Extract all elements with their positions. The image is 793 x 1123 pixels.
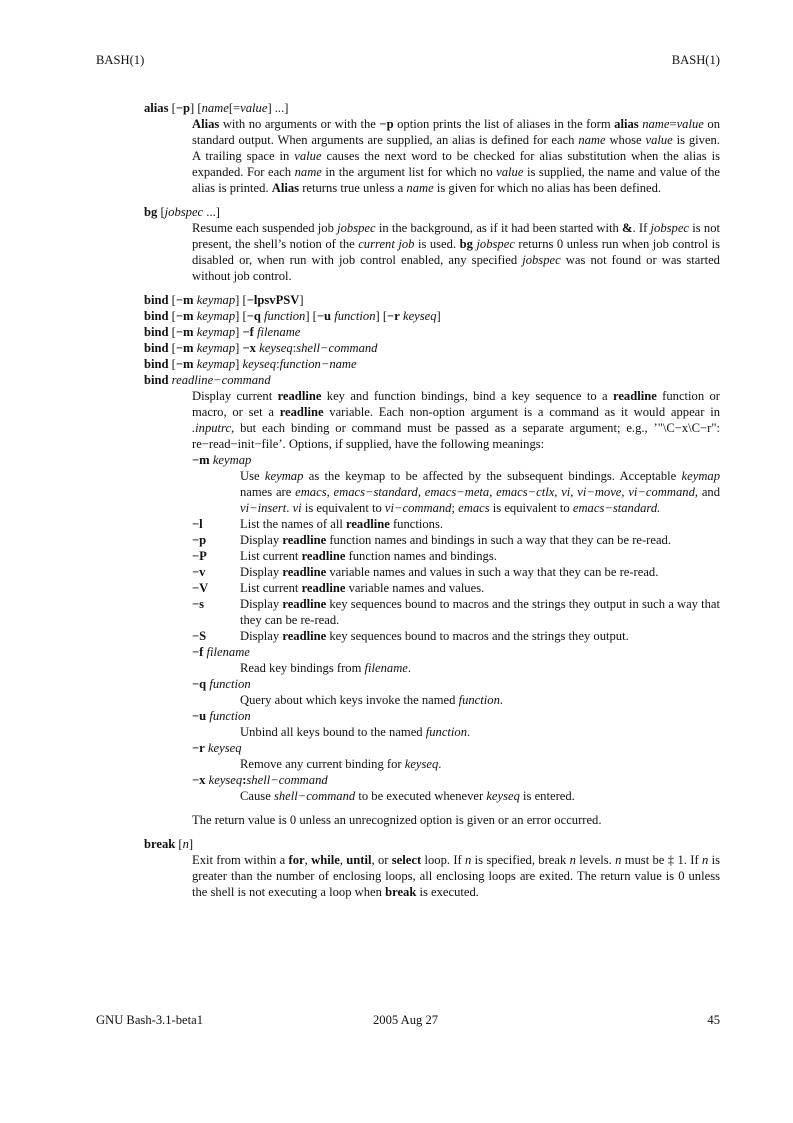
t: jobspec (476, 237, 515, 251)
bind-synopsis-6 (144, 372, 720, 388)
t: −m (175, 309, 194, 323)
t: ] [ (375, 309, 388, 323)
t: returns true unless a (299, 181, 407, 195)
t: . (286, 501, 293, 515)
t: vi (292, 501, 302, 515)
t: List the names of all (240, 517, 346, 531)
t: emacs−standard. (572, 501, 661, 515)
t: −V (192, 581, 209, 595)
t: : (242, 773, 247, 787)
text: ] [ (190, 101, 202, 115)
bind-option-s (192, 596, 720, 628)
t: jobspec (337, 221, 376, 235)
t: List current (240, 549, 302, 563)
t: function (425, 725, 468, 739)
t: −s (192, 597, 205, 611)
t: , (339, 853, 347, 867)
t: keyseq (242, 357, 277, 371)
t: ] (188, 837, 194, 851)
alias-arg: value (240, 101, 268, 115)
t: −lpsvPSV (246, 293, 300, 307)
bind-command: bind (144, 293, 169, 307)
t: Query about which keys invoke the named (240, 693, 459, 707)
t: [ (175, 837, 183, 851)
footer-page-number: 45 (707, 1013, 720, 1027)
bind-option-f (192, 644, 720, 660)
t: name (578, 133, 606, 147)
t: jobspec (650, 221, 690, 235)
t: emacs (458, 501, 490, 515)
t: select (391, 853, 422, 867)
t: vi−insert (240, 501, 287, 515)
t: while (311, 853, 340, 867)
t: keymap (196, 309, 236, 323)
t: −p (379, 117, 394, 131)
t: readline (282, 629, 327, 643)
t: Cause (240, 789, 274, 803)
t: List current (240, 581, 302, 595)
t: emacs, emacs−standard, emacs−meta, emacs−ctlx, vi, vi−move, vi−command (295, 485, 695, 499)
t: . (467, 725, 471, 739)
t: . (438, 757, 442, 771)
t: value (676, 117, 704, 131)
t: filename (364, 661, 408, 675)
t: shell−command (246, 773, 328, 787)
t: Display (240, 597, 283, 611)
t: −f (242, 325, 254, 339)
t: −r (192, 741, 205, 755)
t: −u (316, 309, 332, 323)
bg-command: bg (144, 205, 158, 219)
t: ] (235, 325, 243, 339)
t: keyseq (259, 341, 293, 355)
t: is greater than the number of enclosing loops, all enclosing loops are exited. The return value is 0 unless the shell is not executing a loop when (192, 853, 721, 899)
t: [ (168, 341, 176, 355)
t: is equivalent to (489, 501, 573, 515)
t: readline−command (171, 373, 271, 387)
t: −l (192, 517, 203, 531)
bind-synopsis-5 (144, 356, 720, 372)
alias-description (192, 116, 720, 196)
t: ] (299, 293, 304, 307)
bind-description (192, 388, 720, 452)
t: −q (192, 677, 207, 691)
t: : (276, 357, 280, 371)
t: [ (168, 357, 176, 371)
t: name (642, 117, 670, 131)
t: −x (192, 773, 206, 787)
t: filename (257, 325, 301, 339)
t: readline (282, 533, 327, 547)
bind-option-P (192, 548, 720, 564)
t: [ (168, 309, 176, 323)
t: variable names and values in such a way that they can be re-read. (326, 565, 659, 579)
bind-option-u-desc (240, 724, 720, 740)
t: , (304, 853, 312, 867)
t: is used. (414, 237, 460, 251)
t: key sequences bound to macros and the strings they output in such a way that they can be re-read. (240, 597, 721, 627)
bg-synopsis (144, 204, 720, 220)
t: keyseq (486, 789, 520, 803)
option-desc (240, 516, 720, 532)
t: readline (301, 581, 346, 595)
text: [ (168, 101, 176, 115)
t: n (615, 853, 622, 867)
t: [ (168, 293, 176, 307)
text: ] ...] (267, 101, 289, 115)
bind-option-v (192, 564, 720, 580)
header-left: BASH(1) (96, 53, 145, 67)
t: is specified, break (471, 853, 570, 867)
t: ] [ (305, 309, 317, 323)
bind-return-value: The return value is 0 unless an unrecognized option is given or an error occurred. (192, 813, 602, 827)
bind-command: bind (144, 341, 169, 355)
t: = (669, 117, 677, 131)
t: value (645, 133, 673, 147)
bind-option-S (192, 628, 720, 644)
t: keymap (212, 453, 252, 467)
t: is given for which no alias has been defined. (433, 181, 662, 195)
option-desc (240, 580, 720, 596)
t: alias (614, 117, 639, 131)
t: . (499, 693, 504, 707)
t: −m (175, 293, 194, 307)
t: readline (282, 565, 327, 579)
bind-option-V (192, 580, 720, 596)
t: keymap (196, 293, 236, 307)
t: keyseq (402, 309, 437, 323)
break-arg: n (182, 837, 189, 851)
t: on standard output. When arguments are supplied, an alias is defined for each (192, 117, 720, 147)
t: whose (605, 133, 646, 147)
bind-option-p (192, 532, 720, 548)
t: filename (206, 645, 250, 659)
t: Read key bindings from (240, 661, 365, 675)
alias-arg: name (201, 101, 229, 115)
t: Exit from within a (192, 853, 289, 867)
t: function or macro, or set a (192, 389, 720, 419)
bind-synopsis-3 (144, 324, 720, 340)
t: is not present, the shell’s notion of the (192, 221, 720, 251)
alias-synopsis (144, 100, 720, 116)
t: shell−command (296, 341, 378, 355)
t: −v (192, 565, 206, 579)
t: keymap (196, 357, 236, 371)
t: function (334, 309, 376, 323)
option-desc (240, 564, 720, 580)
t: −P (192, 549, 207, 563)
t: readline (277, 389, 322, 403)
bind-option-u (192, 708, 720, 724)
t: value (496, 165, 524, 179)
t: is given. A trailing space in (192, 133, 720, 163)
t: Remove any current binding for (240, 757, 405, 771)
footer-center: 2005 Aug 27 (373, 1013, 439, 1027)
bind-option-r (192, 740, 720, 756)
t: −p (192, 533, 207, 547)
t: −m (175, 341, 194, 355)
t: to be executed whenever (355, 789, 487, 803)
t: & (622, 221, 633, 235)
t: ] (436, 309, 441, 323)
t: [ (168, 325, 176, 339)
t: Use (240, 469, 265, 483)
t: readline (612, 389, 657, 403)
t: for (288, 853, 305, 867)
t: causes the next word to be checked for alias substitution when the alias is expanded. For each (192, 149, 720, 179)
t: function (264, 309, 306, 323)
t: n (465, 853, 472, 867)
header-right: BASH(1) (671, 53, 720, 67)
t: variable names and values. (345, 581, 485, 595)
option-desc (240, 596, 720, 628)
bind-option-m-desc (240, 468, 720, 516)
t: is executed. (416, 885, 479, 899)
man-page-body (144, 100, 720, 900)
t: Unbind all keys bound to the named (240, 725, 426, 739)
t: function names and bindings in such a way that they can be re-read. (326, 533, 672, 547)
bind-synopsis-1 (144, 292, 720, 308)
t: name (294, 165, 322, 179)
t: ; (451, 501, 459, 515)
t: as the keymap to be affected by the subsequent bindings. Acceptable (303, 469, 682, 483)
bind-option-r-desc (240, 756, 720, 772)
t: keymap (264, 469, 304, 483)
t: levels. (575, 853, 616, 867)
t: function (209, 709, 251, 723)
bind-option-x (192, 772, 720, 788)
t: bg (459, 237, 473, 251)
bind-synopsis-2 (144, 308, 720, 324)
t: function (458, 693, 500, 707)
t: keyseq (404, 757, 439, 771)
t: Alias (271, 181, 300, 195)
t: keymap (196, 325, 236, 339)
t: ...] (203, 205, 220, 219)
t: −u (192, 709, 207, 723)
t: : (292, 341, 297, 355)
option-desc (240, 628, 720, 644)
t: with no arguments or with the (219, 117, 380, 131)
t: [ (157, 205, 165, 219)
bind-option-l (192, 516, 720, 532)
alias-option: −p (175, 101, 191, 115)
t: −r (387, 309, 400, 323)
t: −m (175, 357, 194, 371)
bg-arg: jobspec (164, 205, 204, 219)
t: returns 0 unless run when job control is disabled or, when run with job control enabled, any specified (192, 237, 720, 267)
t: function (209, 677, 251, 691)
option-desc (240, 532, 720, 548)
t: is equivalent to (301, 501, 385, 515)
t: −q (246, 309, 261, 323)
t: jobspec (522, 253, 561, 267)
bind-option-f-desc (240, 660, 720, 676)
break-synopsis (144, 836, 720, 852)
t: ] (235, 341, 243, 355)
bind-synopsis-4 (144, 340, 720, 356)
t: shell−command (273, 789, 356, 803)
bg-description (192, 220, 720, 284)
t: Alias (192, 117, 220, 131)
t: ] [ (235, 293, 247, 307)
bind-option-m (192, 452, 720, 468)
t: names are (240, 485, 296, 499)
t: n (702, 853, 709, 867)
t: in the argument list for which no (321, 165, 497, 179)
t: is entered. (519, 789, 575, 803)
t: function names and bindings. (345, 549, 497, 563)
t: , but each binding or command must be passed as a separate argument; e.g., ’"\C−x\C−r": re−read−init−file’. Options, if supplied, have the following meanings: (192, 421, 720, 451)
t: must be ‡ 1. If (621, 853, 702, 867)
bind-command: bind (144, 309, 169, 323)
t: −S (192, 629, 207, 643)
text: [= (228, 101, 241, 115)
option-desc (240, 548, 720, 564)
t: , or (371, 853, 392, 867)
t: break (385, 885, 417, 899)
t: vi−command (384, 501, 452, 515)
alias-command: alias (144, 101, 169, 115)
t: Display (240, 565, 283, 579)
t: current job (358, 237, 415, 251)
t: −x (242, 341, 256, 355)
t: until (346, 853, 372, 867)
t: Display (240, 533, 283, 547)
t: Display current (192, 389, 278, 403)
bind-command: bind (144, 373, 169, 387)
t: loop. If (421, 853, 466, 867)
t: functions. (389, 517, 444, 531)
break-description (192, 852, 720, 900)
t: readline (345, 517, 390, 531)
t: readline (301, 549, 346, 563)
t: keymap (196, 341, 236, 355)
t: Resume each suspended job (192, 221, 338, 235)
t: keymap (681, 469, 721, 483)
t: ] (235, 357, 243, 371)
t: , and (694, 485, 721, 499)
t: readline (279, 405, 324, 419)
bind-command: bind (144, 325, 169, 339)
t: variable. Each non-option argument is a command as it would appear in (323, 405, 720, 419)
break-command: break (144, 837, 176, 851)
bind-option-x-desc (240, 788, 720, 804)
t: −m (192, 453, 210, 467)
t: value (294, 149, 322, 163)
t: keyseq (207, 741, 242, 755)
t: function−name (279, 357, 357, 371)
t: −m (175, 325, 194, 339)
t: in the background, as if it had been started with (375, 221, 623, 235)
t: readline (282, 597, 327, 611)
t: name (406, 181, 434, 195)
t: . If (632, 221, 651, 235)
footer-left: GNU Bash-3.1-beta1 (96, 1013, 204, 1027)
t: .inputrc (192, 421, 232, 435)
t: n (569, 853, 576, 867)
t: −f (192, 645, 204, 659)
bind-option-q (192, 676, 720, 692)
t: ] [ (235, 309, 247, 323)
t: keyseq (208, 773, 243, 787)
t: . (407, 661, 412, 675)
t: is supplied, the name and value of the alias is printed. (192, 165, 720, 195)
bind-option-q-desc (240, 692, 720, 708)
t: was not found or was started without job control. (192, 253, 720, 283)
bind-command: bind (144, 357, 169, 371)
t: option prints the list of aliases in the form (393, 117, 615, 131)
t: Display (240, 629, 283, 643)
t: key and function bindings, bind a key sequence to a (321, 389, 613, 403)
t: key sequences bound to macros and the strings they output. (326, 629, 629, 643)
